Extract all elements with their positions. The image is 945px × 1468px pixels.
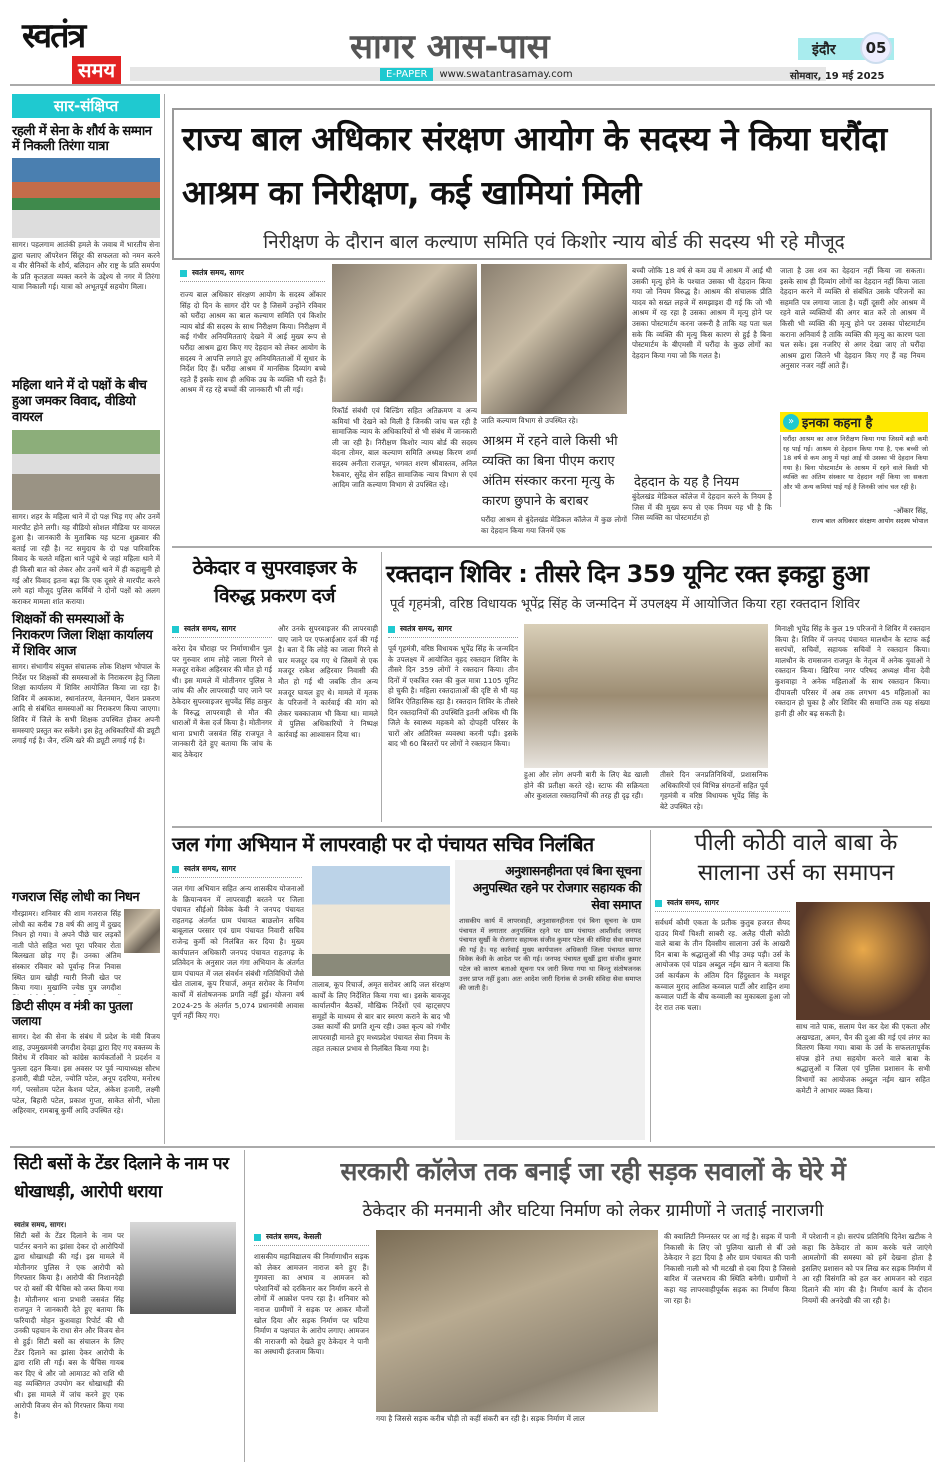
quote-text: घरौंदा आश्रम का आज निरीक्षण किया गया जिसमें बड़ी कमी रह पाई गई। आश्रम से देहदान किया गया है, एक बच्ची जो 18 वर्ष से कम आयु में यहां आई थी उसका भी देहदान किया गया है। बिना पोस्टमार्टम के आश्रम में रहने वाले किसी भी व्यक्ति का अंतिम संस्कार या देहदान नहीं किया जा सकता और भी अन्य कमियां पाई गई है जिनकी जांच चल रही है। xyxy=(780,435,928,507)
sidebar-article-body: सागर। देश की सेना के संबंध में प्रदेश के मंत्री विजय शाह, उपमुख्यमंत्री जगदीश देवड़ा द्वारा दिए गए वक्तव्य के विरोध में रविवार को कांग्रेस कार्यकर्ताओं ने प्रदर्शन व पुतला दहन किया। इस अवसर पर पूर्व न्यायाध्यक्ष सौरभ हजारी, बीडी पटेल, ज्योति पटेल, अनूप ददरिया, मनोरथ गर्ग, परसोतम पटेल केशव पटेल, अंकेश हजारी, लक्ष्मी पटेल, बिहारी पटेल, प्रकाश गुप्ता, साकेत सोनी, भोला अहिरवार, रामबाबू कुर्मी आदि उपस्थित रहे। xyxy=(12,1032,160,1116)
photo-caption: गया है जिससे सड़क करीब चौड़ी तो कहीं संकरी बन रही है। सड़क निर्माण में लाल xyxy=(376,1414,585,1423)
article-body: शासकीय कार्य में लापरवाही, अनुशासनहीनता एवं बिना सूचना के ग्राम पंचायत में लगातार अनुपस्थित रहने पर ग्राम पंचायत आशीर्वाद जनपद पंचायत सुर्खी के रोजगार सहायक संजीव कुमार पटेल की संविदा सेवा समाप्त की गई है। यह कार्रवाई मुख्य कार्यपालन अधिकारी जिला पंचायत सागर विवेक केवी के आदेश पर की गई। जनपद पंचायत सुर्खी द्वारा संजीव कुमार पटेल को कारण बताओ सूचना पत्र जारी किया गया था किन्तु संतोषजनक उत्तर प्राप्त नहीं हुआ। अतः आदेश जारी दिनांक से उनकी संविदा सेवा समाप्त की जाती है। xyxy=(459,917,641,993)
sidebar-headline: डिप्टी सीएम व मंत्री का पुतला जलाया xyxy=(12,999,133,1028)
panchayat-headline: जल गंगा अभियान में लापरवाही पर दो पंचायत सचिव निलंबित xyxy=(172,833,594,856)
sidebar-headline: रहली में सेना के शौर्य के सम्मान में निकली तिरंगा यात्रा xyxy=(12,124,152,154)
logo-bottom: समय xyxy=(72,56,121,84)
sidebar-article-body: गौरझामर। शनिवार की शाम गजराज सिंह लोधी का करीब 78 वर्ष की आयु में दुखद निधन हो गया। वे अपने पीछे चार लड़कों नाती पोते सहित भरा पूरा परिवार रोता बिलखता छोड़ गए हैं। उनका अंतिम संस्कार रविवार को पूर्वान्ह निज निवास स्थित ग्राम खोही ग्यारी निजी खेत पर किया गया। मुखाग्नि ज्येष्ठ पुत्र जगदीश xyxy=(12,909,121,993)
article-body: पूर्व गृहमंत्री, वरिष्ठ विधायक भूपेंद्र सिंह के जन्मदिन के उपलक्ष्य में आयोजित वृहद रक्तदान शिविर के तीसरे दिन 359 लोगों ने रक्तदान किया। तीन दिनों में एकत्रित रक्त की कुल मात्रा 1105 यूनिट हो चुकी है। महिला रक्तदाताओं की दृष्टि से भी यह शिविर ऐतिहासिक रहा है। रक्तदान शिविर के तीसरे दिन रक्तदानियों की उपस्थिति इतनी अधिक थी कि जिले के स्वास्थ्य महकमे को दोपहरी परिसर के चारों ओर अतिरिक्त व्यवस्था करनी पड़ी। इसके बाद भी 60 बिस्तरों पर लोगों ने रक्तदान किया। xyxy=(388,644,518,749)
epaper-bar xyxy=(376,67,826,81)
road-construction-photo xyxy=(376,1230,658,1412)
sidebar-article-body: सागर। संभागीय संयुक्त संचालक लोक शिक्षण भोपाल के निर्देश पर शिक्षकों की समस्याओं के निराकरण हेतु जिला शिक्षा कार्यालय में शिविर आयोजित किया जा रहा है। शिविर में अवकाश, स्थानांतरण, वेतनमान, पेंशन प्रकरण आदि से संबंधित समस्याओं का निराकरण किया जाएगा। शिविर में जिले के सभी शिक्षक उपस्थित होकर अपनी समस्याएं प्रस्तुत कर सकेंगे। इस हेतु अधिकारियों की ड्यूटी लगाई गई है। जैन, रश्मि खरे की ड्यूटी लगाई गई है। xyxy=(12,662,160,746)
citybus-headline: सिटी बसों के टेंडर दिलाने के नाम पर धोखाधड़ी, आरोपी धराया xyxy=(14,1154,229,1202)
urs-headline: पीली कोठी वाले बाबा के सालाना उर्स का समापन xyxy=(694,830,898,886)
article-body: तालाब, कूप रिचार्ज, अमृत सरोवर आदि जल संरक्षण कार्यों के लिए निर्देशित किया गया था। इसके बावजूद कार्यालयीन बैठकों, मौखिक निर्देशों एवं व्हाट्सएप समूहों के माध्यम से बार बार स्मरण कराने के बाद भी उक्त कार्यों की प्रगति शून्य रही। उक्त कृत्य को गंभीर लापरवाही मानते हुए मध्यप्रदेश पंचायत सेवा नियम के तहत तत्काल प्रभाव से निलंबित किया गया है। xyxy=(312,980,450,1053)
column-divider xyxy=(244,1150,245,1462)
article-byline: स्वतंत्र समय, सागर। xyxy=(14,1220,67,1229)
sidebar-headline: महिला थाने में दो पक्षों के बीच हुआ जमकर विवाद, वीडियो वायरल xyxy=(12,378,147,425)
portrait-photo xyxy=(124,909,160,953)
lead-subhead: निरीक्षण के दौरान बाल कल्याण समिति एवं किशोर न्याय बोर्ड की सदस्य भी रहे मौजूद xyxy=(263,231,845,253)
rally-photo xyxy=(12,158,160,238)
pull-quote: आश्रम में रहने वाले किसी भी व्यक्ति का बिना पीएम कराए अंतिम संस्कार करना मृत्यु के कारण छुपाने के बराबर xyxy=(482,434,618,509)
article-body: सिटी बसें के टेंडर दिलाने के नाम पर पार्टनर बनाने का झांसा देकर दो आरोपियों द्वारा धोखाधड़ी की गई। इस मामले में मोतीनगर पुलिस ने एक आरोपी को गिरफ्तार किया है। आरोपी की निशानदेही पर दो बसों की चैचिस को जब्त किया गया है। मोतीनगर थाना प्रभारी जसवंत सिंह राजपूत ने जानकारी देते हुए बताया कि फरियादी मोहन कुशवाहा रिपोर्ट की थी उनकी पहचान के राधा सेन और विजय सेन से हुई। सिटी बसों का संचालन के लिए टेंडर दिलाने का झांसा देकर आरोपी के द्वारा राशि ली गई। बस के चैचिस गायब कर दिए थे और जो आमाउट को राशि थी वह व्यक्तिगत उपयोग कर धोखाधड़ी की थी। इस मामले में जांच करने हुए एक आरोपी विजय सेन को गिरफ्तार किया गया है। xyxy=(14,1231,124,1421)
epaper-label: E-PAPER xyxy=(380,68,433,81)
urs-photo xyxy=(796,902,930,1020)
article-body: और उनके सुपरवाइजर की लापरवाही पाए जाने पर एफआईआर दर्ज की गई है। बता दें कि लोहे का जाला गिरने से चार मजदूर दब गए थे जिसमें से एक मजदूर राकेश अहिरवार निवासी की मौत हो गई थी जबकि तीन अन्य मजदूर घायल हुए थे। मामले में मृतक के परिजनों ने कार्रवाई की मांग को लेकर चक्काजाम भी किया था। मामले में पुलिस अधिकारियों ने निष्पक्ष कार्रवाई का आश्वासन दिया था। xyxy=(278,624,378,739)
sidebar-article-body: सागर। पहलगाम आतंकी हमले के जवाब में भारतीय सेना द्वारा चलाए ऑपरेशन सिंदूर की सफलता को नमन करने व वीर सैनिकों के शौर्य, बलिदान और राष्ट्र के प्रति समर्पण के प्रति कृतज्ञता व्यक्त करने के उद्देश्य से नगर में तिरंगा यात्रा निकाली गई। यात्रा को अभूतपूर्व सहयोग मिला। xyxy=(12,240,160,292)
byline: स्वतंत्र समय, सागर xyxy=(388,624,518,638)
article-body: सर्वधर्म कौमी एकता के प्रतीक कुतुब हजरत सैयद दाउद मियाँ चिश्ती साबरी रह. अलैह पीली कोठी वाले बाबा के तीन दिवसीय सालाना उर्स के आखरी दिन बाबा के श्रद्धालुओं की भीड़ उमड़ पड़ी। उर्स के आयोजक एवं पांडव अब्दुल नईम खान ने बताया कि उर्स कार्यक्रम के अंतिम दिन हिंदुस्तान के मशहूर कव्वाल मुराद आतिश कव्वाल पार्टी और शाहिन शमा कव्वाल पार्टी के बीच कव्वाली का मुकाबला हुआ जो देर रात तक चला। xyxy=(655,918,790,1012)
blood-headline: रक्तदान शिविर : तीसरे दिन 359 यूनिट रक्त इकट्ठा हुआ xyxy=(386,560,869,588)
byline: स्वतंत्र समय, सागर xyxy=(172,864,302,878)
article-body: बच्ची जोकि 18 वर्ष से कम उम्र में आश्रम में आई थी उसकी मृत्यु होने के पश्चात उसका भी देहदान किया गया जो नियम विरुद्ध है। आश्रम की संचालक प्रीति यादव को सख्त लहजे में समझाइश दी गई कि जो भी आश्रम में रह रहा है उसका आश्रम में मृत्यु होने पर उसका पोस्टमार्टम करना जरूरी है ताकि यह पता चल सके कि व्यक्ति की मृत्यु किस कारण से हुई है बिना पोस्टमार्टम के बीएमसी में घरौंदा के कुछ लोगों का देहदान किया गया जो कि गलत है। xyxy=(632,266,772,360)
rule-heading: देहदान के यह है नियम xyxy=(634,472,772,491)
website-link[interactable]: www.swatantrasamay.com xyxy=(439,68,573,80)
section-title: सागर आस-पास xyxy=(350,27,550,67)
road-subhead: ठेकेदार की मनमानी और घटिया निर्माण को लेकर ग्रामीणों ने जताई नाराजगी xyxy=(362,1201,824,1221)
sidebar-headline: शिक्षकों की समस्याओं के निराकरण जिला शिक्षा कार्यालय में शिविर आज xyxy=(12,612,153,659)
section-divider xyxy=(10,1146,935,1148)
article-body: की क्वालिटी निम्नस्तर पर आ गई है। सड़क में पानी निकासी के लिए जो पुलिया खाली से बीं उसे ठेकेदार ने हटा दिया है और ग्राम पंचायत की पानी निकासी नाली को भी मटखी से दबा दिया है जिससे बारिश में जलभराव की स्थिति बनेगी। ग्रामीणों ने कहा यह लापरवाहीपूर्वक सड़क का निर्माण किया जा रहा है। xyxy=(664,1232,796,1305)
panchayat-sub-box xyxy=(455,860,645,1140)
blood-camp-photo xyxy=(524,624,768,768)
quote-box-title: इनका कहना है xyxy=(802,416,873,431)
police-station-photo xyxy=(12,430,160,510)
road-headline: सरकारी कॉलेज तक बनाई जा रही सड़क सवालों के घेरे में xyxy=(340,1157,846,1186)
lead-headline: राज्य बाल अधिकार संरक्षण आयोग के सदस्य ने किया घरौंदा आश्रम का निरीक्षण, कई खामियां मिली xyxy=(182,119,887,212)
article-body: राज्य बाल अधिकार संरक्षण आयोग के सदस्य ओंकार सिंह दो दिन के सागर दौरे पर है जिसमें उन्होंने रविवार को घरौंदा आश्रम का बाल कल्याण समिति एवं किशोर न्याय बोर्ड की सदस्य के साथ निरीक्षण किया। निरीक्षण में कई गंभीर अनियमितताएं देखने में आई मुख्य रूप से घरौंदा आश्रम द्वारा किए गए देहदान को लेकर आयोग के सदस्य ने आपत्ति लगाते हुए अनियमितताओं में सुधार के निर्देश दिए हैं। घरौंदा आश्रम में मानसिक दिव्यांग बच्चे रहते हैं इसके साथ ही अधिक उम्र के व्यक्ति भी रहते हैं। आश्रम में रह रहे बच्चों की जानकारी भी ली गई। xyxy=(180,290,326,395)
article-body: साथ नाते पाक, सलाम पेश कर देश की एकता और अखण्डता, अमन, चैन की दुआ की गई एवं लंगर का वितरण किया गया। बाबा के उर्स के सफलतापूर्वक संपन्न होने तथा सहयोग करने वाले बाबा के श्रद्धालुओं व जिला एवं पुलिस प्रशासन के सभी विभागों का आयोजक अब्दुल नईम खान सहित कमेटी ने आभार व्यक्त किया। xyxy=(796,1022,930,1095)
article-body: हुआ और लोग अपनी बारी के लिए बेड खाली होने की प्रतीक्षा करते रहे। स्टाफ की सक्रियता और कुशलता रक्तदानियों की तरह ही दृढ़ रही। xyxy=(524,770,649,801)
byline: स्वतंत्र समय, केसली xyxy=(254,1232,369,1246)
quote-box xyxy=(780,412,928,536)
article-body: मिनाक्षी भूपेंद्र सिंह के कुल 19 परिजनों ने शिविर में रक्तदान किया है। शिविर में जनपद पंचायत मालथौन के स्टाफ कई सरपंचों, सचिवों, सहायक सचिवों ने रक्तदान किया। मालथौन के रामसजन राजपूत के नेतृत्व में अनेक युवाओं ने रक्तदान किया। खिरिया नगर परिषद अध्यक्ष मीना देवी कुशवाहा ने अनेक महिलाओं के साथ रक्तदान किया। दीपावली परिसर में अब तक लगभग 45 महिलाओं का रक्तदान हो चुका है और शिविर की समाप्ति तक यह संख्या हानी ही और बढ़ सकती है। xyxy=(775,624,930,718)
office-building-photo xyxy=(312,866,450,976)
photo-caption: जाति कल्याण विभाग से उपस्थित रहे। xyxy=(481,416,578,425)
article-body: घरौंदा आश्रम से बुंदेलखंड मेडिकल कॉलेज में कुछ लोगों का देहदान किया गया जिनमें एक xyxy=(481,515,627,535)
quote-designation: राज्य बाल अधिकार संरक्षण आयोग सदस्य भोपाल xyxy=(811,517,928,525)
blood-subhead: पूर्व गृहमंत्री, वरिष्ठ विधायक भूपेंद्र सिंह के जन्मदिन में उपलक्ष्य में आयोजित किया रहा रक्तदान शिविर xyxy=(390,597,860,612)
masthead-divider xyxy=(10,84,935,86)
contractor-headline: ठेकेदार व सुपरवाइजर के विरुद्ध प्रकरण दर्ज xyxy=(192,557,357,607)
article-body: जल गंगा अभियान सहित अन्य शासकीय योजनाओं के क्रियान्वयन में लापरवाही बरतने पर जिला पंचायत सीईओ विवेक केवी ने जनपद पंचायत राहतगढ़ अंतर्गत ग्राम पंचायत बाछलोन सचिव बाबूलाल परसार एवं ग्राम पंचायत निवारी सचिव राजेन्द्र कुर्मी को निलंबित कर दिया है। मुख्य कार्यपालन अधिकारी जनपद पंचायत राहतगढ़ के प्रतिवेदन के अनुसार जल गंगा अभियान के अंतर्गत ग्राम पंचायत में जल संवर्धन संबंधी गतिविधियों जैसे खेत तालाब, कूप रिचार्ज, अमृत सरोवर के निर्माण कार्यों में संतोषजनक प्रगति नहीं हुई। योजना वर्ष 2024-25 के अंतर्गत 5,074 प्रधानमंत्री आवास पूर्ण नहीं किए गए। xyxy=(172,884,304,1021)
article-body: में परेशानी न हो। सरपंच प्रतिनिधि दिनेश खटीक ने कहा कि ठेकेदार तो काम करके चले जाएंगे आमलोगों की समस्या को हमें देखना होता है इसलिए प्रशासन को पत्र लिख कर सड़क निर्माण में आ रही विसंगति को हल कर आमजन को राहत दिलाने की मांग की है। निर्माण कार्य के दौरान नियमों की अनदेखी की जा रही है। xyxy=(802,1232,932,1305)
logo-top: स्वतंत्र xyxy=(22,16,85,56)
issue-date: सोमवार, 19 मई 2025 xyxy=(790,71,885,82)
article-body: शासकीय महाविद्यालय की निर्माणाधीन सड़क को लेकर आमजन नाराज बने हुए हैं। गुणवत्ता का अभाव व आमजन को परेशानियों को दरकिनार कर निर्माण करने से लोगों में आक्रोश पनप रहा है। शनिवार को नाराज ग्रामीणों ने सड़क पर आकर मौजों खोल दिया और सड़क निर्माण पर घटिया निर्माण व पक्षपात के आरोप लगाए। आमजन की नाराजगी को देखते हुए ठेकेदार ने पानी का अस्थायी इंतजाम किया। xyxy=(254,1252,369,1357)
byline: स्वतंत्र समय, सागर xyxy=(180,268,325,282)
article-body: जाता है उस शव का देहदान नहीं किया जा सकता। इसके साथ ही दिव्यांग लोगों का देहदान नहीं किया जाता देहदान करने में व्यक्ति से संबंधित उसके परिजनों का सहमति पत्र लगाया जाता है। यहीं दूसरी ओर आश्रम में रहने वाले व्यक्तियों की अगर बात करें तो आश्रम में किसी भी व्यक्ति की मृत्यु होने पर उसका पोस्टमार्टम कराना अनिवार्य है ताकि व्यक्ति की मृत्यु का कारण पता चल सके। इस नजरिए से अगर देखा जाए तो घरौंदा आश्रम द्वारा जितने भी देहदान किए गए हैं वह नियम अनुसार नजर नहीं आते हैं। xyxy=(780,266,925,371)
byline: स्वतंत्र समय, सागर xyxy=(655,898,790,912)
article-body: रिकॉर्ड संबंधी एवं बिल्डिंग सहित अतिक्रमण व अन्य कमियां भी देखने को मिली है जिनकी जांच चल रही है सामाजिक न्याय के अधिकारियों से भी संबंध में जानकारी ली जा रही है। निरीक्षण किशोर न्याय बोर्ड की सदस्य वंदना तोमर, बाल कल्याण समिति अध्यक्ष किरण शर्मा सदस्य अनीता राजपूत, भगवत शरण श्रीवास्तव, अनिल रैकवार, सुरेंद्र सेन सहित सामाजिक न्याय विभाग से एवं आदिम जाति कल्याण विभाग से उपस्थित रहे। xyxy=(332,406,477,490)
section-divider xyxy=(172,546,932,548)
city-label: इंदौर xyxy=(812,42,836,58)
column-divider xyxy=(164,94,165,1144)
column-divider xyxy=(381,552,382,822)
epaper-bar xyxy=(130,67,412,81)
sidebar-section-label: सार-संक्षिप्त xyxy=(12,94,160,118)
sidebar-article-body: सागर। शहर के महिला थाने में दो पक्ष भिड़ गए और उनमें मारपीट होने लगी। यह वीडियो सोशल मीडिया पर वायरल हुआ है। जानकारी के मुताबिक यह घटना शुक्रवार की बताई जा रही है। नट समुदाय के दो पक्ष पारिवारिक विवाद के चलते महिला थाने पहुंचे थे जहां महिला थाने में ही किसी बात को लेकर और उनमें थाने में ही कहासुनी हो गई और विवाद इतना बढ़ा कि एक दूसरे से मारपीट करने लगे वहां मौजूद पुलिस कर्मियों ने दोनों पक्षों को अलग कराकर मामला शांत कराया। xyxy=(12,512,160,606)
sub-headline: अनुशासनहीनता एवं बिना सूचना अनुपस्थित रहने पर रोजगार सहायक की सेवा समाप्त xyxy=(472,863,641,912)
column-divider xyxy=(650,830,651,1142)
byline: स्वतंत्र समय, सागर xyxy=(172,624,272,638)
quote-author: -ओंकार सिंह, xyxy=(893,507,928,515)
masthead xyxy=(0,0,945,86)
article-body: तीसरे दिन जनप्रतिनिधियों, प्रशासनिक अधिकारियों एवं विभिन्न संगठनों सहित पूर्व गृहमंत्री व वरिष्ठ विधायक भूपेंद्र सिंह के बेटे उपस्थित रहे। xyxy=(660,770,768,811)
sidebar xyxy=(12,94,160,1144)
inspection-photo xyxy=(332,264,477,402)
double-chevron-icon: » xyxy=(783,414,799,430)
sidebar-headline: गजराज सिंह लोधी का निधन xyxy=(12,890,140,905)
inspection-photo-2 xyxy=(481,264,627,414)
page-number: 05 xyxy=(860,32,892,64)
article-body: करेरा देव चौराहा पर निर्माणाधीन पुल पर गुरुवार शाम लोहे जाला गिरने से मजदूर राकेश अहिरवार की मौत हो गई थी। इस मामले में मोतीनगर पुलिस ने जांच की और लापरवाही पाए जाने पर ठेकेदार सुपरवाइजर सुपवेंद्र सिंह ठाकुर के विरुद्ध लापरवाही से मौत की धाराओं में केस दर्ज किया है। मोतीनगर थाना प्रभारी जसवंत सिंह राजपूत ने जानकारी देते हुए बताया कि जांच के बाद ठेकेदार xyxy=(172,644,272,759)
bus-chassis-photo xyxy=(130,1222,236,1314)
article-body: बुंदेलखंड मेडिकल कॉलेज में देहदान करने के नियम है जिस में की मुख्य रूप से एक नियम यह भी है कि जिस व्यक्ति का पोस्टमार्टम हो xyxy=(632,492,772,523)
